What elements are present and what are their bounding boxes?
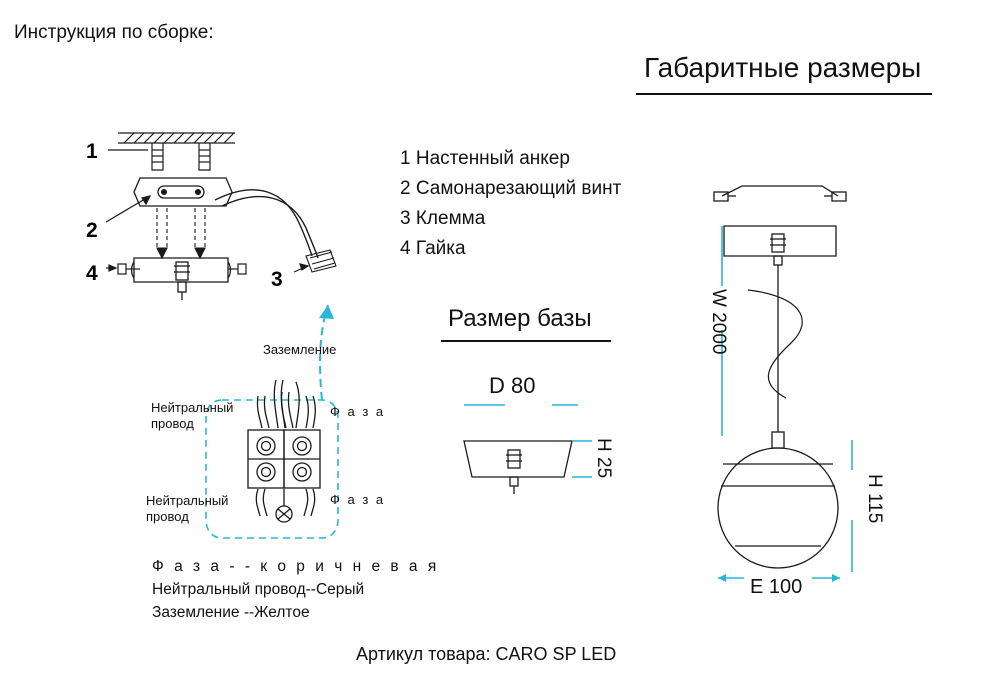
legend-item: 2 Самонарезающий винт xyxy=(400,178,622,199)
wall-anchor-left xyxy=(152,143,163,170)
legend-item: 4 Гайка xyxy=(400,238,466,259)
fixture-drawing xyxy=(714,186,846,568)
ceiling-surface xyxy=(118,133,235,143)
self-tapping-screw-right xyxy=(195,208,205,258)
callout-number-1: 1 xyxy=(86,140,98,163)
legend-item: 1 Настенный анкер xyxy=(400,148,570,169)
base-size-drawing xyxy=(464,441,572,494)
dimension-sphere-diameter: E 100 xyxy=(750,576,803,598)
wires-top xyxy=(257,380,315,428)
dimension-cable-length: W 2000 xyxy=(708,289,729,355)
label-line: Нейтральный xyxy=(151,400,234,415)
label-neutral-wire-bottom xyxy=(146,493,228,525)
wire-color-key xyxy=(152,555,439,624)
parts-legend xyxy=(400,148,621,268)
callout-leaders xyxy=(106,150,308,272)
legend-item: 3 Клемма xyxy=(400,208,486,229)
label-line: провод xyxy=(146,509,189,524)
canopy-body xyxy=(132,258,231,300)
callout-number-3: 3 xyxy=(271,268,283,291)
label-phase-bottom: Ф а з а xyxy=(330,492,386,507)
page-title: Инструкция по сборке: xyxy=(14,22,214,43)
terminal-block xyxy=(248,430,320,488)
supply-cable xyxy=(215,190,318,258)
callout-number-2: 2 xyxy=(86,219,98,242)
mounting-bracket xyxy=(134,178,232,206)
color-key-line: Ф а з а - - к о р и ч н е в а я xyxy=(152,558,440,575)
heading-overall-dimensions: Габаритные размеры xyxy=(644,52,922,83)
callout-number-4: 4 xyxy=(86,262,98,285)
dimension-fixture-height: H 115 xyxy=(864,474,885,524)
fixture-dimension-lines xyxy=(718,226,852,582)
self-tapping-screw-left xyxy=(157,208,167,258)
label-line: Нейтральный xyxy=(146,493,229,508)
label-line: провод xyxy=(151,416,194,431)
color-key-line: Заземление --Желтое xyxy=(152,604,310,621)
label-ground-wire: Заземление xyxy=(263,342,337,357)
heading-underline xyxy=(636,93,932,95)
nut-left xyxy=(118,264,140,274)
dimension-base-diameter: D 80 xyxy=(489,373,536,398)
color-key-line: Нейтральный провод--Серый xyxy=(152,581,365,598)
wires-bottom xyxy=(256,489,314,522)
label-phase-top: Ф а з а xyxy=(330,404,386,419)
wall-anchor-right xyxy=(199,143,210,170)
heading-base-size: Размер базы xyxy=(448,305,592,332)
dimension-base-height: H 25 xyxy=(593,438,614,479)
label-neutral-wire-top xyxy=(151,400,233,432)
heading-underline xyxy=(441,340,611,342)
article-number: Артикул товара: CARO SP LED xyxy=(356,644,617,664)
